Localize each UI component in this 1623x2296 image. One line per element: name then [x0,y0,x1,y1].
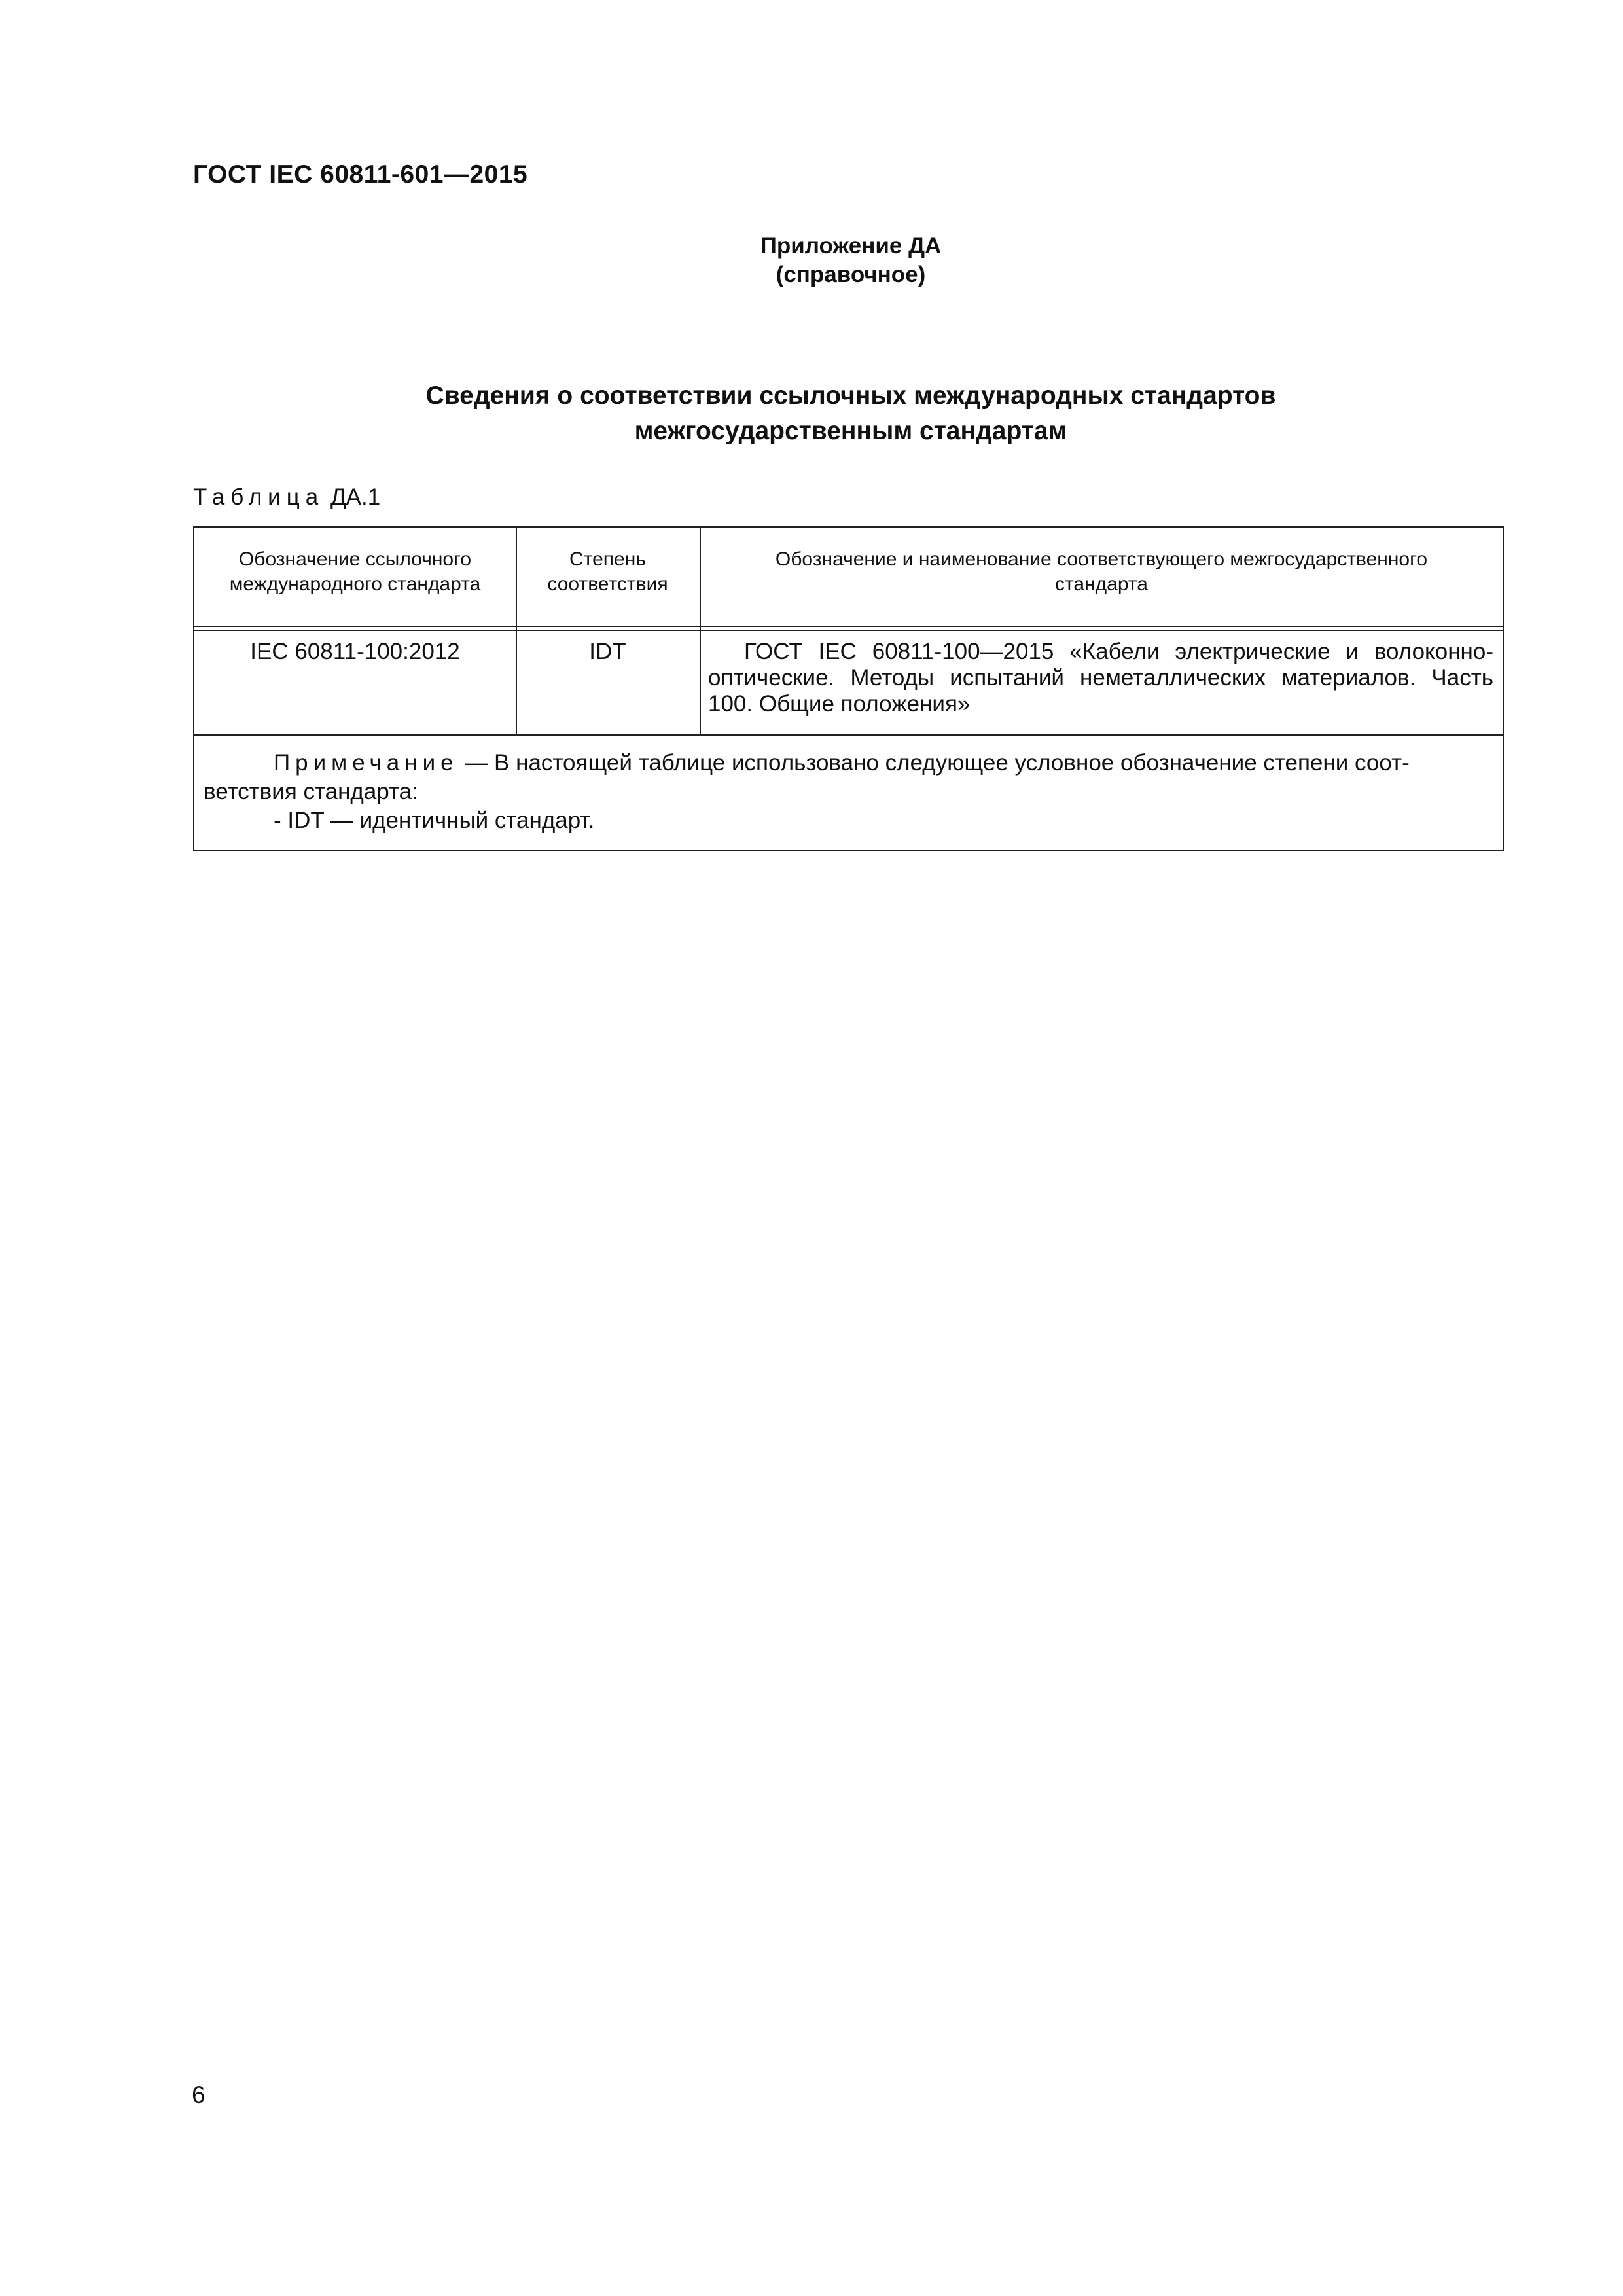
cell-interstate-text: ГОСТ IEC 60811-100—2015 «Кабели электрические и волоконно-оптические. Методы испытаний неметаллических материалов. Часть 100. Общие положения» [708,639,1493,717]
note-text-line1: — В настоящей таблице использовано следующее условное обозначение степени соот- [458,750,1410,776]
header-degree [516,547,700,597]
section-title-line1: Сведения о соответствии ссылочных международных стандартов [425,382,1276,410]
header-reference-line2: международного стандарта [229,573,481,595]
note-label: Примечание [274,750,459,776]
appendix-title: Приложение ДА [760,233,942,259]
note-line2: ветствия стандарта: [204,779,418,804]
table-caption-number: ДА.1 [330,484,381,510]
table-divider-note [194,734,1503,736]
cell-interstate [708,639,1493,717]
header-interstate-standard [700,547,1503,597]
header-interstate-line1: Обозначение и наименование соответствующего межгосударственного [775,548,1428,570]
correspondence-table [193,526,1504,851]
document-code: ГОСТ IEC 60811-601—2015 [193,160,528,188]
cell-reference: IEC 60811-100:2012 [250,639,460,664]
note-line1 [204,749,1493,778]
header-interstate-line2: стандарта [1055,573,1148,595]
table-divider-header [194,626,1503,627]
header-reference-line1: Обозначение ссылочного [238,548,472,570]
note-line3: - IDT — идентичный стандарт. [274,808,595,833]
header-degree-line1: Степень [569,548,646,570]
table-row [194,639,1503,730]
table-caption-label: Таблица [193,484,325,510]
table-caption [193,484,380,511]
table-note [194,749,1503,835]
appendix-subtitle: (справочное) [776,262,926,287]
cell-degree: IDT [589,639,626,664]
page-number: 6 [192,2081,205,2108]
header-reference-standard [194,547,516,597]
table-divider-header-double [194,630,1503,631]
section-title-line2: межгосударственным стандартам [634,417,1067,445]
header-degree-line2: соответствия [547,573,668,595]
